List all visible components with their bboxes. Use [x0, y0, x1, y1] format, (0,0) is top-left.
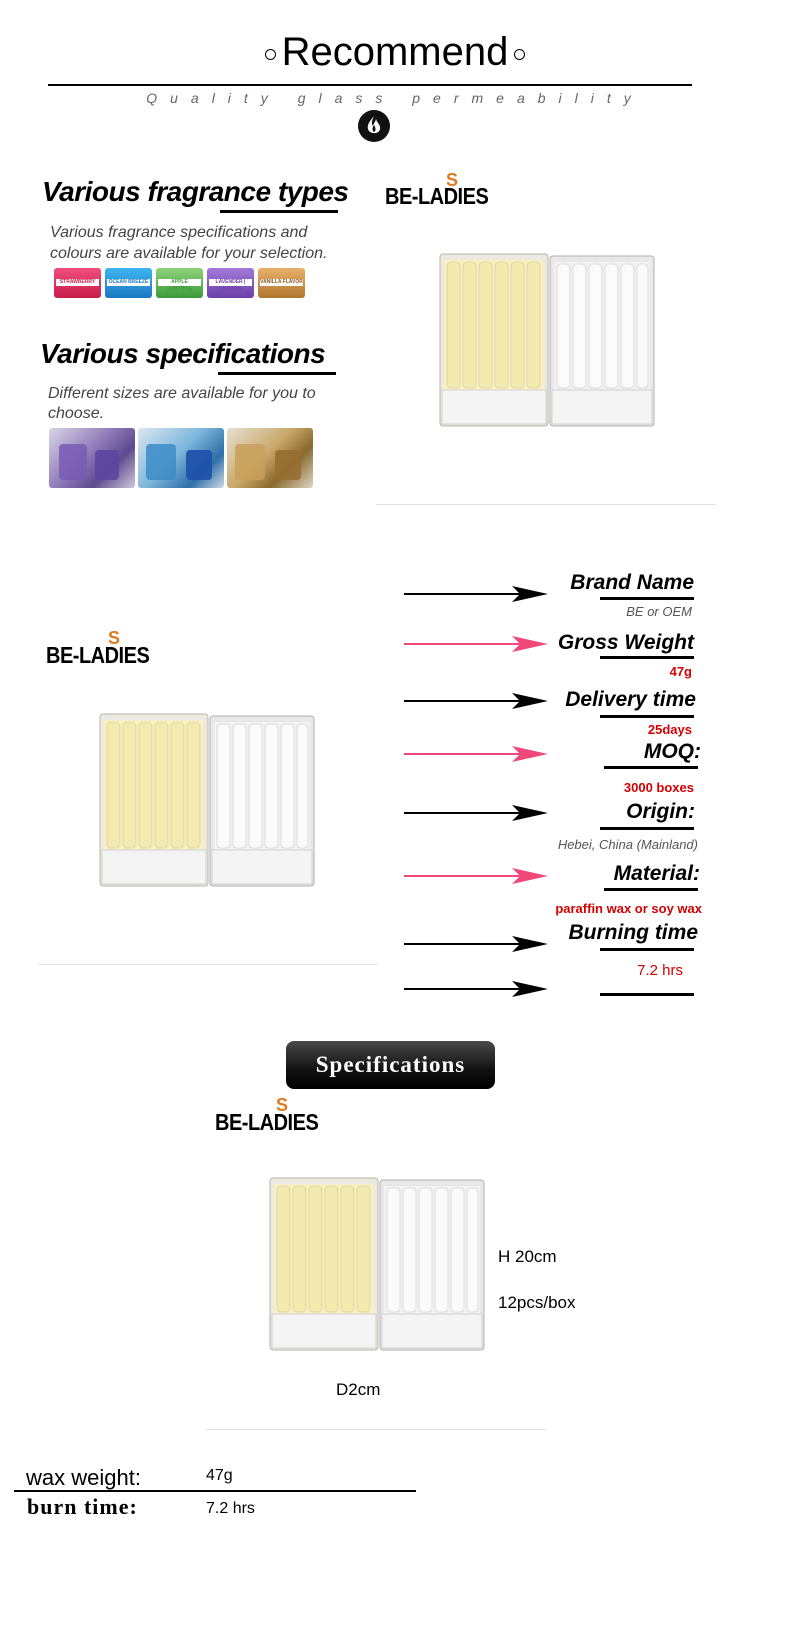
size-photo-vanilla: [227, 428, 313, 488]
recommend-heading: [0, 30, 790, 75]
spec-underline: [600, 597, 694, 600]
spec-label-weight: Gross Weight: [557, 631, 694, 654]
spec-arrow: [404, 585, 550, 603]
recommend-title: Recommend: [281, 30, 509, 74]
fragrance-tag-lavender: [207, 268, 254, 298]
specifications-text-2: choose.: [48, 405, 105, 422]
brand-logo: BE-LADIES: [215, 1110, 319, 1136]
brand-logo-mark: S: [276, 1095, 289, 1115]
specifications-underline: [218, 372, 336, 375]
pack-quantity: 12pcs/box: [498, 1293, 576, 1312]
spec-arrow: [404, 804, 550, 822]
spec-value-brand: BE or OEM: [626, 604, 692, 619]
fragrance-tag-label: APPLE SURPRISE: [158, 279, 201, 286]
spec-value-weight: 47g: [669, 664, 692, 679]
fragrance-text-2: colours are available for your selection.: [50, 245, 328, 262]
dimension-diameter: D2cm: [336, 1380, 381, 1399]
spec-value-burning: 7.2 hrs: [637, 962, 683, 979]
specifications-text-1: Different sizes are available for you to: [48, 385, 316, 402]
ring-right-icon: [514, 49, 525, 60]
spec-label-delivery: Delivery time: [565, 688, 696, 711]
burn-time-value: 7.2 hrs: [206, 1500, 255, 1517]
product-image-top: [376, 160, 716, 505]
brand-logo: BE-LADIES: [385, 184, 489, 210]
brand-logo: BE-LADIES: [46, 643, 150, 669]
spec-label-origin: Origin:: [626, 800, 695, 823]
fragrance-underline: [220, 210, 338, 213]
candle-boxes-image: [438, 252, 658, 428]
header-subtitle: Quality glass permeability: [146, 90, 644, 106]
spec-underline: [600, 993, 694, 996]
spec-underline: [600, 656, 694, 659]
spec-label-material: Material:: [613, 862, 700, 885]
fragrance-text-1: Various fragrance specifications and: [50, 224, 308, 241]
fragrance-tag-label: STRAWBERRY: [56, 279, 99, 286]
spec-underline: [600, 715, 694, 718]
size-photo-ocean: [138, 428, 224, 488]
spec-arrow: [404, 745, 550, 763]
header-divider: [48, 84, 692, 86]
fragrance-tag-strawberry: [54, 268, 101, 298]
fragrance-tag-label: VANILLA FLAVOR: [260, 279, 303, 285]
fragrance-tag-label: OCEAN BREEZE: [108, 279, 149, 285]
product-image-middle: [38, 620, 378, 965]
fragrance-tag-ocean: [105, 268, 152, 298]
spec-arrow: [404, 692, 550, 710]
wax-weight-value: 47g: [206, 1467, 233, 1484]
brand-logo-mark: S: [446, 170, 459, 190]
candle-boxes-image: [268, 1176, 488, 1352]
spec-arrow: [404, 980, 550, 998]
fragrance-tag-apple: [156, 268, 203, 298]
spec-underline: [600, 948, 694, 951]
ring-left-icon: [265, 49, 276, 60]
spec-value-delivery: 25days: [647, 722, 692, 737]
spec-underline: [604, 888, 698, 891]
spec-value-origin: Hebei, China (Mainland): [557, 837, 698, 852]
fragrance-tag-label: LAVENDER | LAVANDE: [209, 279, 252, 286]
wax-weight-label: wax weight:: [26, 1465, 141, 1490]
spec-arrow: [404, 867, 550, 885]
specifications-banner: Specifications: [286, 1041, 495, 1089]
burn-time-label: burn time:: [27, 1494, 138, 1519]
spec-underline: [604, 766, 698, 769]
spec-label-brand: Brand Name: [570, 571, 694, 594]
size-photo-lavender: [49, 428, 135, 488]
specifications-heading: Various specifications: [40, 338, 326, 369]
brand-logo-mark: S: [108, 628, 121, 648]
spec-label-moq: MOQ:: [643, 740, 701, 763]
spec-label-burning: Burning time: [568, 921, 698, 944]
fragrance-tag-vanilla: [258, 268, 305, 298]
candle-boxes-image: [98, 712, 318, 888]
flame-icon: [358, 110, 390, 142]
spec-value-moq: 3000 boxes: [623, 780, 694, 795]
spec-arrow: [404, 635, 550, 653]
dimension-height: H 20cm: [498, 1247, 557, 1266]
bottom-divider: [14, 1490, 416, 1492]
fragrance-heading: Various fragrance types: [42, 176, 349, 207]
spec-value-material: paraffin wax or soy wax: [555, 901, 702, 916]
spec-arrow: [404, 935, 550, 953]
spec-underline: [600, 827, 694, 830]
